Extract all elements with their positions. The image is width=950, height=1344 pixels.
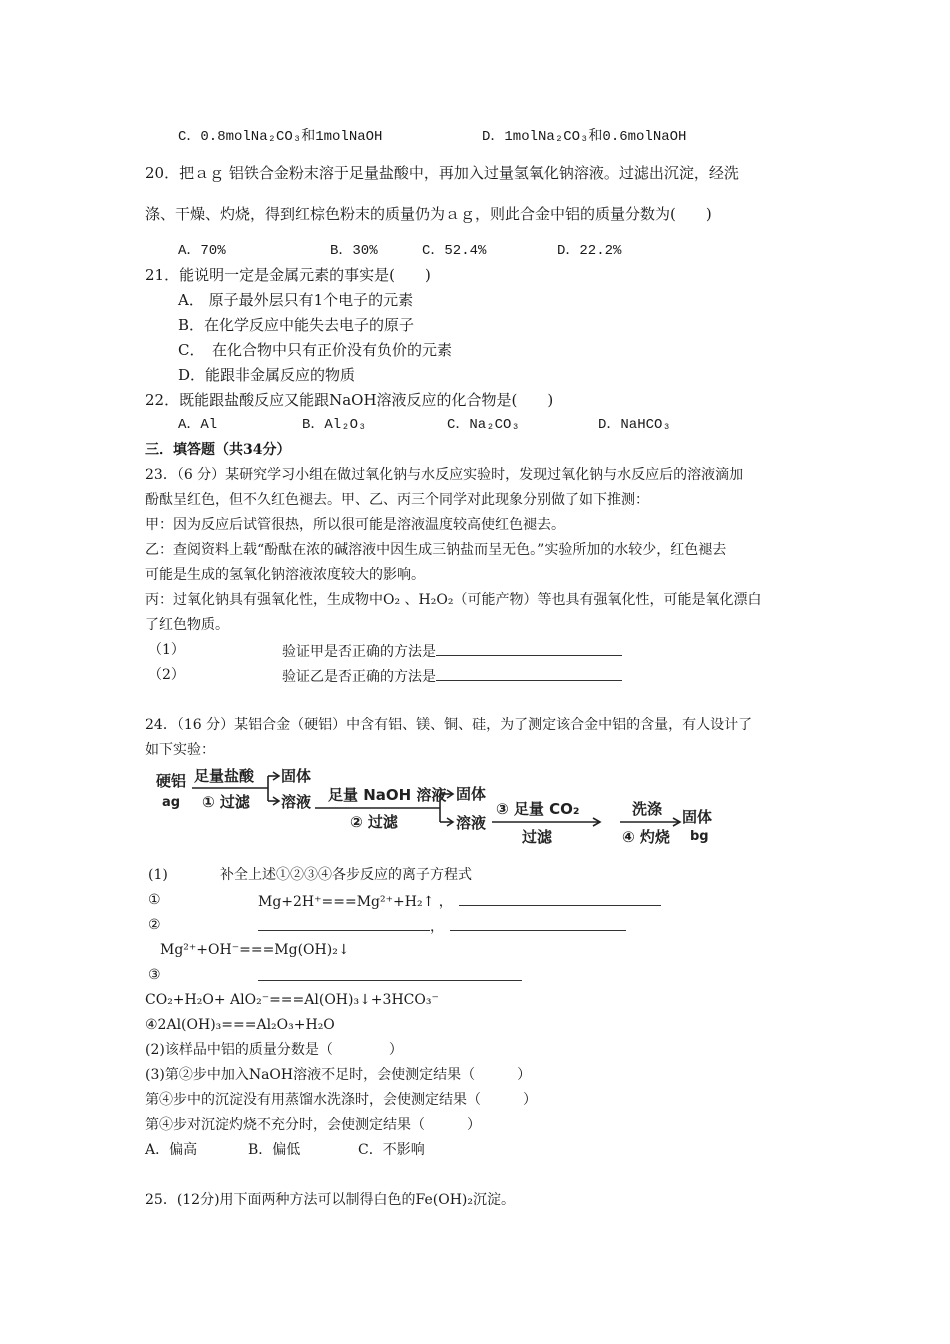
q20-option-a: A．70% [178,243,226,259]
q25-stem: 25．(12分)用下面两种方法可以制得白色的Fe(OH)₂沉淀。 [145,1192,516,1208]
eq1 [258,891,661,911]
q22-stem: 22．既能跟盐酸反应又能跟NaOH溶液反应的化合物是( ) [145,391,554,409]
flow-step1-operation: ① 过滤 [202,793,250,811]
q23-sub2 [282,666,622,686]
flow-solution2: 溶液 [456,814,487,832]
flow-step1-reagent: 足量盐酸 [194,767,255,785]
flow-step2-reagent: 足量 NaOH 溶液 [328,786,447,804]
flow-end-label: 固体 [682,808,713,826]
q23-sub2-text: 验证乙是否正确的方法是 [282,669,436,685]
q19-option-c: C．0.8molNa₂CO₃和1molNaOH [178,129,383,145]
q23-sub1 [282,641,622,661]
flow-solid2: 固体 [456,785,487,803]
eq4-text: ④2Al(OH)₃===Al₂O₃+H₂O [145,1017,335,1033]
eq3 [258,966,522,986]
q23-yi-line2: 可能是生成的氢氧化钠溶液浓度较大的影响。 [145,567,425,583]
q23-sub1-number: （1） [148,642,185,658]
q24-part1-number: (1) [148,867,168,883]
flow-step2-operation: ② 过滤 [350,813,398,831]
flow-step3-operation: 过滤 [522,828,553,846]
q22-option-a: A．Al [178,417,218,433]
q23-sub2-answer-blank[interactable] [436,666,622,681]
q20-stem-line2: 涤、干燥、灼烧，得到红棕色粉末的质量仍为ａｇ，则此合金中铝的质量分数为( ) [145,205,712,223]
q23-bing-line2: 了红色物质。 [145,617,229,633]
q23-jia: 甲：因为反应后试管很热，所以很可能是溶液温度较高使红色褪去。 [145,517,565,533]
q23-sub2-number: （2） [148,667,185,683]
q24-part3-line3: 第④步对沉淀灼烧不充分时，会使测定结果（ ） [145,1117,481,1133]
q24-option-c: C．不影响 [358,1142,425,1158]
q24-stem-line2: 如下实验： [145,742,215,758]
q23-bing-line1: 丙：过氧化钠具有强氧化性，生成物中O₂ 、H₂O₂（可能产物）等也具有强氧化性，可能是氧化漂白 [145,592,762,608]
eq1-answer-blank[interactable] [459,891,661,906]
flow-end-mass: bg [690,829,709,844]
eq1-marker: ① [148,892,161,908]
process-flow-diagram [150,764,730,860]
q20-option-d: D．22.2% [557,243,622,259]
eq2-answer-blank2[interactable] [450,916,626,931]
flow-step4-ignite: ④ 灼烧 [622,828,670,846]
section-title: 三．填答题（共34分） [145,442,291,458]
eq2-separator: ， [430,919,444,935]
q20-option-c: C．52.4% [422,243,487,259]
q21-stem: 21．能说明一定是金属元素的事实是( ) [145,266,431,284]
q19-option-d: D．1molNa₂CO₃和0.6molNaOH [482,129,687,145]
eq2 [258,916,626,936]
q23-sub1-text: 验证甲是否正确的方法是 [282,644,436,660]
q23-sub1-answer-blank[interactable] [436,641,622,656]
flow-solution1: 溶液 [281,793,312,811]
q24-part2: (2)该样品中铝的质量分数是（ ） [145,1042,403,1058]
q21-option-b: B．在化学反应中能失去电子的原子 [178,316,415,334]
flow-step4-wash: 洗涤 [632,800,663,818]
q24-stem-line1: 24．（16 分）某铝合金（硬铝）中含有铝、镁、铜、硅，为了测定该合金中铝的含量，有人设计了 [145,717,753,733]
q24-part1-text: 补全上述①②③④各步反应的离子方程式 [220,867,472,883]
eq3-marker: ③ [148,967,161,983]
q24-option-a: A．偏高 [145,1142,198,1158]
flow-solid1: 固体 [281,767,312,785]
eq3-answer-blank[interactable] [258,966,522,981]
q22-option-c: C．Na₂CO₃ [447,417,520,433]
eq3-text: CO₂+H₂O+ AlO₂⁻===Al(OH)₃↓+3HCO₃⁻ [145,992,439,1008]
flow-start-label: 硬铝 [156,772,187,790]
q24-part3-line2: 第④步中的沉淀没有用蒸馏水洗涤时，会使测定结果（ ） [145,1092,537,1108]
q20-option-b: B．30% [330,243,378,259]
flow-start-mass: ag [162,795,181,810]
q24-option-b: B．偏低 [248,1142,301,1158]
q21-option-c: C． 在化合物中只有正价没有负价的元素 [178,341,452,359]
flow-step3-reagent: ③ 足量 CO₂ [496,800,580,818]
q23-stem-line1: 23．（6 分）某研究学习小组在做过氧化钠与水反应实验时，发现过氧化钠与水反应后的溶液滴加 [145,467,744,483]
q22-option-b: B．Al₂O₃ [302,417,367,433]
eq2-text: Mg²⁺+OH⁻===Mg(OH)₂↓ [160,942,350,958]
eq1-text: Mg+2H⁺===Mg²⁺+H₂↑ ， [258,894,453,910]
eq2-marker: ② [148,917,161,933]
q23-stem-line2: 酚酞呈红色，但不久红色褪去。甲、乙、丙三个同学对此现象分别做了如下推测： [145,492,649,508]
q23-yi-line1: 乙：查阅资料上载“酚酞在浓的碱溶液中因生成三钠盐而呈无色。”实验所加的水较少，红色褪去 [145,542,727,558]
q22-option-d: D．NaHCO₃ [598,417,671,433]
q21-option-d: D．能跟非金属反应的物质 [178,366,356,384]
q21-option-a: A． 原子最外层只有1个电子的元素 [178,291,414,309]
q24-part3-line1: (3)第②步中加入NaOH溶液不足时，会使测定结果（ ） [145,1067,532,1083]
eq2-answer-blank1[interactable] [258,916,430,931]
q20-stem-line1: 20．把ａｇ 铝铁合金粉末溶于足量盐酸中，再加入过量氢氧化钠溶液。过滤出沉淀，经洗 [145,164,739,182]
